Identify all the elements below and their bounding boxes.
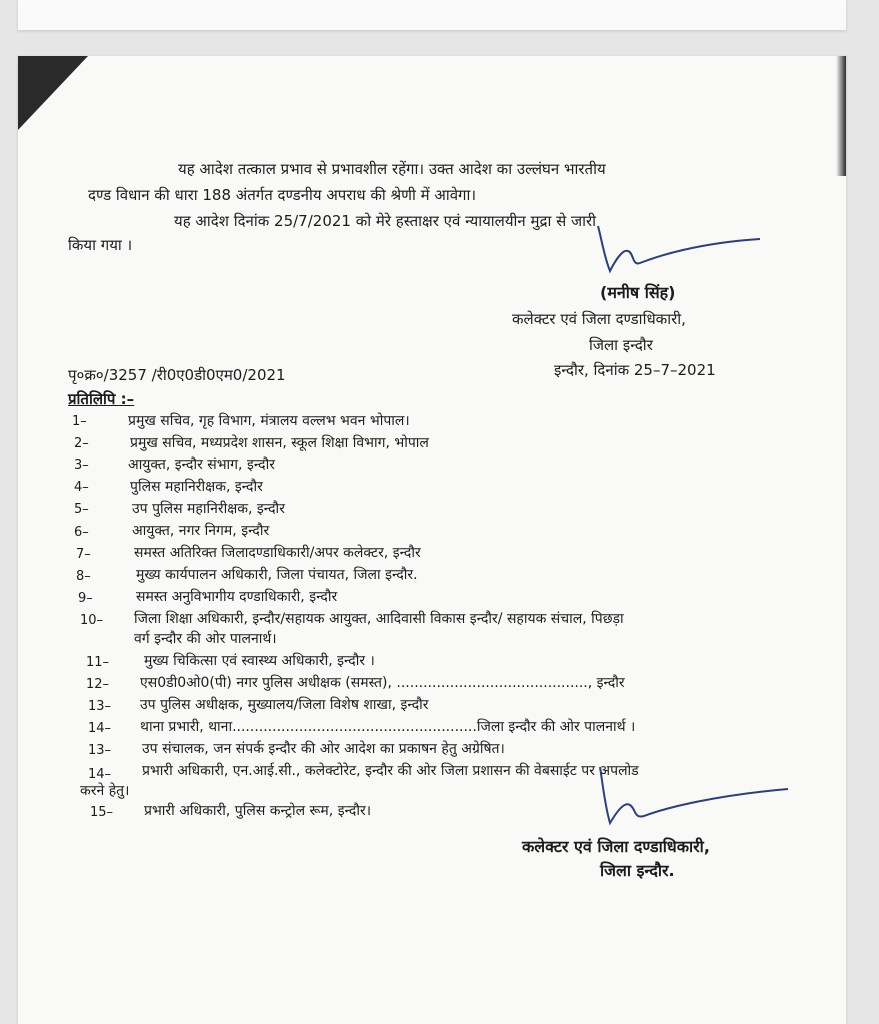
copy-item-text: थाना प्रभारी, थाना.......................................................जिला इन्दौर की ओर पालनार्थ । [140,719,636,735]
reference-place-date: इन्दौर, दिनांक 25–7–2021 [554,361,716,379]
signatory-name: (मनीष सिंह) [600,283,676,302]
copy-item-text: एस0डी0ओ0(पी) नगर पुलिस अधीक्षक (समस्त), ..........................................., इन्दौर [140,675,625,691]
copy-item-text: उप पुलिस महानिरीक्षक, इन्दौर [132,501,285,517]
copy-item-text-continued: वर्ग इन्दौर की ओर पालनार्थ। [134,631,277,647]
copy-item-text-continued: करने हेतु। [80,783,130,799]
copy-item-text: जिला शिक्षा अधिकारी, इन्दौर/सहायक आयुक्त, आदिवासी विकास इन्दौर/ सहायक संचाल, पिछड़ा [134,611,624,627]
copy-heading: प्रतिलिपि :– [68,390,135,408]
copy-item-number: 6– [74,525,89,540]
copy-item-number: 4– [74,480,89,495]
copy-item-number: 11– [86,655,110,670]
copy-item-text: पुलिस महानिरीक्षक, इन्दौर [130,479,263,495]
copy-item-text: प्रभारी अधिकारी, एन.आई.सी., कलेक्टोरेट, इन्दौर की ओर जिला प्रशासन की वेबसाईट पर अपलोड [142,763,639,779]
copy-item-text: प्रमुख सचिव, मध्यप्रदेश शासन, स्कूल शिक्षा विभाग, भोपाल [130,435,429,451]
copy-item-number: 13– [88,743,112,758]
copy-item-number: 1– [72,414,87,429]
copy-item-number: 14– [88,767,112,782]
previous-page-edge [18,0,846,30]
copy-item-text: मुख्य चिकित्सा एवं स्वास्थ्य अधिकारी, इन्दौर । [144,653,375,669]
order-text-line-3: यह आदेश दिनांक 25/7/2021 को मेरे हस्ताक्षर एवं न्यायालयीन मुद्रा से जारी [174,212,597,230]
copy-item-number: 9– [78,591,93,606]
copy-item-text: आयुक्त, नगर निगम, इन्दौर [132,523,270,539]
reference-number: पृ०क्र०/3257 /री0ए0डी0एम0/2021 [68,366,286,384]
order-text-line-4: किया गया । [68,236,133,254]
order-text-line-1: यह आदेश तत्काल प्रभाव से प्रभावशील रहेंगा। उक्त आदेश का उल्लंघन भारतीय [178,160,606,178]
page-corner-shadow [18,56,88,130]
footer-designation: कलेक्टर एवं जिला दण्डाधिकारी, [522,837,710,856]
copy-item-number: 7– [76,547,91,562]
footer-district: जिला इन्दौर. [600,861,675,880]
copy-item-number: 12– [86,677,110,692]
copy-item-number: 10– [80,613,104,628]
copy-item-text: आयुक्त, इन्दौर संभाग, इन्दौर [128,457,275,473]
copy-item-number: 5– [74,502,89,517]
document-page [18,56,846,1024]
copy-item-text: उप पुलिस अधीक्षक, मुख्यालय/जिला विशेष शाखा, इन्दौर [140,697,429,713]
copy-item-number: 14– [88,721,112,736]
copy-item-text: प्रभारी अधिकारी, पुलिस कन्ट्रोल रूम, इन्दौर। [144,803,371,819]
copy-item-number: 3– [74,458,89,473]
signatory-designation: कलेक्टर एवं जिला दण्डाधिकारी, [512,310,686,328]
copy-item-text: समस्त अतिरिक्त जिलादण्डाधिकारी/अपर कलेक्टर, इन्दौर [134,545,421,561]
copy-item-text: समस्त अनुविभागीय दण्डाधिकारी, इन्दौर [136,589,338,605]
signature-top [588,221,788,291]
copy-item-text: उप संचालक, जन संपर्क इन्दौर की ओर आदेश का प्रकाषन हेतु अग्रेषित। [142,741,505,757]
signatory-district: जिला इन्दौर [589,336,653,354]
copy-item-number: 8– [76,569,91,584]
copy-item-text: मुख्य कार्यपालन अधिकारी, जिला पंचायत, जिला इन्दौर. [136,567,418,583]
order-text-line-2: दण्ड विधान की धारा 188 अंतर्गत दण्डनीय अपराध की श्रेणी में आवेगा। [88,186,477,204]
page-edge-shadow [836,56,846,176]
copy-item-number: 15– [90,805,114,820]
copy-item-text: प्रमुख सचिव, गृह विभाग, मंत्रालय वल्लभ भवन भोपाल। [128,413,410,429]
copy-item-number: 13– [88,699,112,714]
copy-item-number: 2– [74,436,89,451]
